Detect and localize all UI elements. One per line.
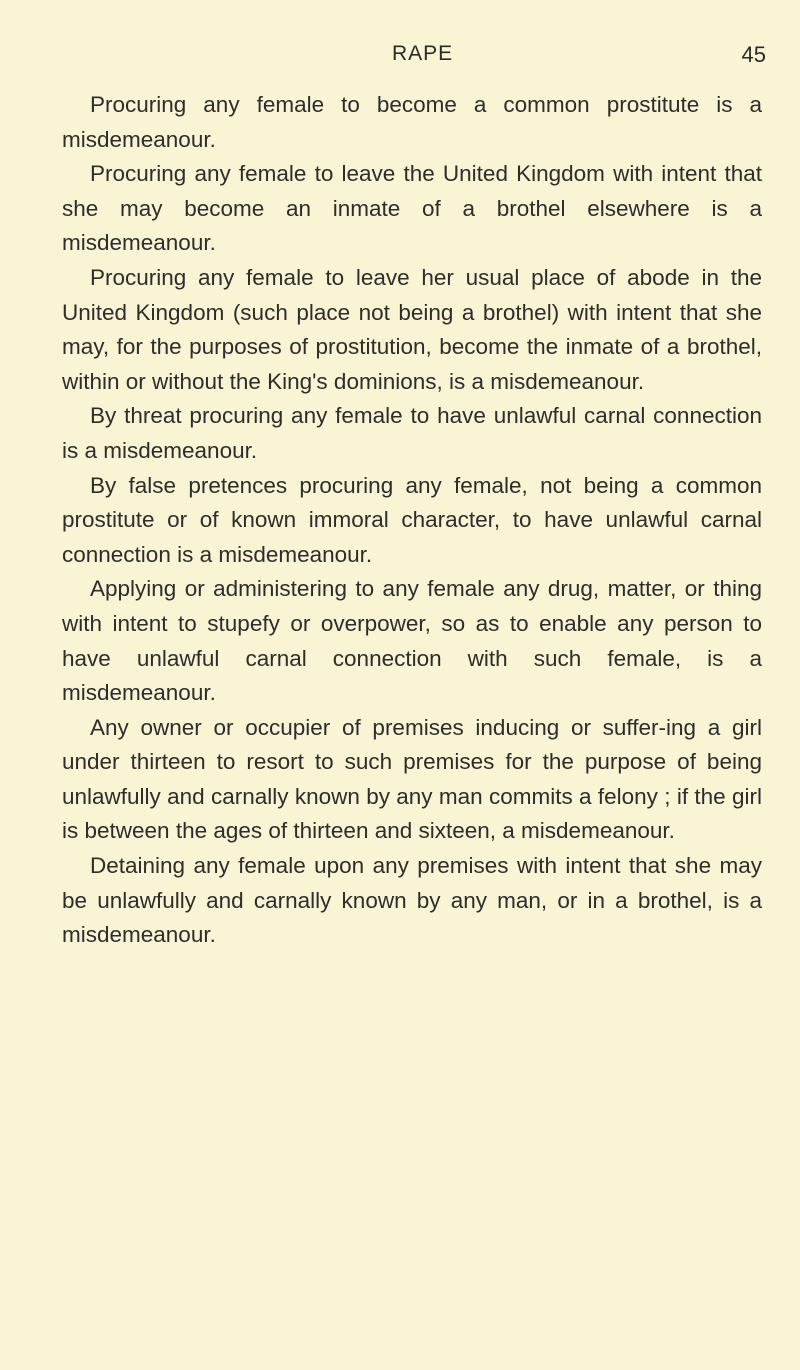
- running-head: [392, 42, 772, 72]
- paragraph-leave-united-kingdom: Procuring any female to leave the United Kingdom with intent that she may become an inmate of a brothel elsewhere is a misdemeanour.: [62, 161, 762, 256]
- paragraph-leave-usual-abode: Procuring any female to leave her usual place of abode in the United Kingdom (such place not being a brothel) with intent that she may, for the purposes of prostitution, become the inmate of a brothel, within or without the King's dominions, is a misdemeanour.: [62, 264, 762, 394]
- paragraph-by-threat: By threat procuring any female to have unlawful carnal connection is a misdemeanour.: [62, 403, 762, 463]
- page-number: 45: [741, 42, 766, 67]
- paragraph-false-pretences: By false pretences procuring any female, not being a common prostitute or of known immoral character, to have unlawful carnal connection is a misdemeanour.: [62, 472, 762, 567]
- paragraph-detaining-female: Detaining any female upon any premises with intent that she may be unlawfully and carnally known by any man, or in a brothel, is a misdemeanour.: [62, 853, 762, 948]
- paragraph-owner-occupier: Any owner or occupier of premises inducing or suffer-ing a girl under thirteen to resort to such premises for the purpose of being unlawfully and carnally known by any man commits a felony ; if the girl is between the ages of thirteen and sixteen, a misdemeanour.: [62, 714, 762, 844]
- running-title: RAPE: [392, 42, 454, 65]
- body-text: [62, 88, 762, 953]
- paragraph-administering-drug: Applying or administering to any female any drug, matter, or thing with intent to stupefy or overpower, so as to enable any person to have unlawful carnal connection with such female, is a misdemeanour.: [62, 576, 762, 706]
- paragraph-procuring-prostitute: Procuring any female to become a common prostitute is a misdemeanour.: [62, 92, 762, 152]
